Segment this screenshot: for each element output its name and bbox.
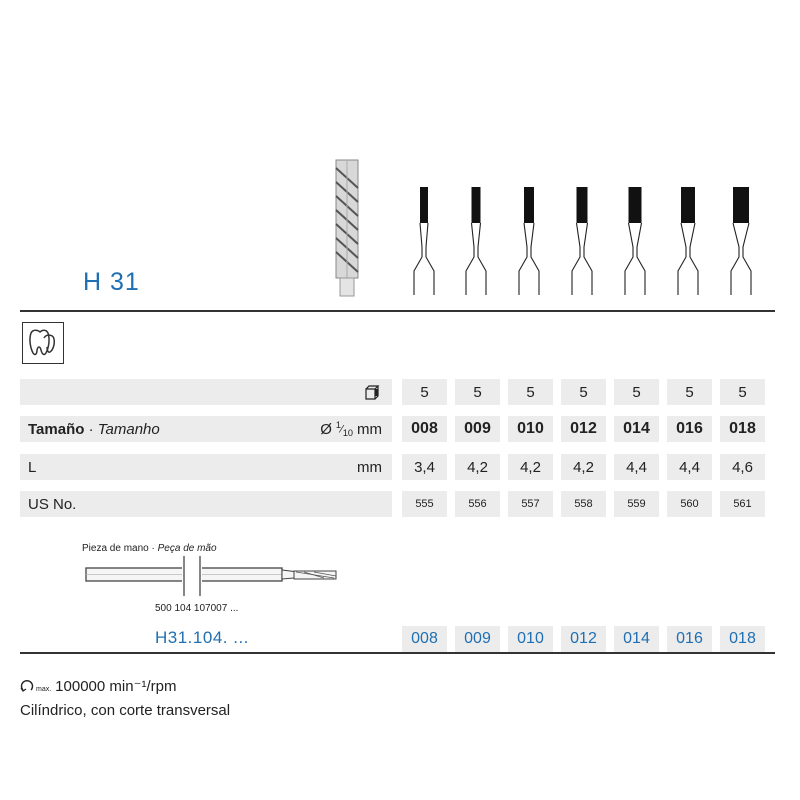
order-size-code[interactable]: 009 — [455, 626, 500, 652]
handpiece-label — [82, 543, 217, 554]
table-cell-us: 560 — [667, 491, 712, 517]
package-icon — [364, 384, 382, 400]
table-cell-us: 556 — [455, 491, 500, 517]
table-cell-us: 559 — [614, 491, 659, 517]
unit-fraction-den: 10 — [342, 427, 353, 438]
order-size-code[interactable]: 008 — [402, 626, 447, 652]
table-cell-us: 555 — [402, 491, 447, 517]
diameter-symbol: Ø — [320, 420, 332, 438]
size-label-separator: · — [88, 420, 94, 438]
footer-divider — [20, 652, 775, 654]
bur-silhouette — [461, 185, 491, 297]
table-cell-pack: 5 — [561, 379, 606, 405]
bur-silhouette — [673, 185, 703, 297]
table-row-label-pack — [20, 379, 392, 405]
table-cell-us: 561 — [720, 491, 765, 517]
table-cell-pack: 5 — [455, 379, 500, 405]
speed-max-subscript: max. — [36, 685, 52, 693]
table-cell-pack: 5 — [508, 379, 553, 405]
bur-silhouette — [514, 185, 544, 297]
table-cell-length: 4,6 — [720, 454, 765, 480]
size-label-es: Tamaño — [28, 420, 85, 438]
order-size-code[interactable]: 010 — [508, 626, 553, 652]
bur-illustration — [322, 158, 372, 298]
unit-fraction-num: 1 — [335, 420, 341, 431]
row-label-text: L — [28, 458, 37, 476]
table-cell-length: 4,4 — [614, 454, 659, 480]
order-size-code[interactable]: 014 — [614, 626, 659, 652]
handpiece-article-number: 500 104 107007 ... — [155, 603, 239, 614]
handpiece-label-es: Pieza de mano — [82, 543, 149, 554]
table-cell-length: 3,4 — [402, 454, 447, 480]
order-size-code[interactable]: 018 — [720, 626, 765, 652]
table-row-label-size: Tamaño · Tamanho Ø $^1⁄_{10}$ mm — [20, 416, 392, 442]
table-cell-size: 016 — [667, 416, 712, 442]
table-cell-pack: 5 — [667, 379, 712, 405]
table-cell-pack: 5 — [614, 379, 659, 405]
row-unit: mm — [357, 458, 382, 476]
handpiece-shank-illustration — [84, 556, 346, 596]
handpiece-label-pt: Peça de mão — [157, 543, 217, 554]
order-size-code[interactable]: 012 — [561, 626, 606, 652]
bur-silhouette — [409, 185, 439, 297]
table-cell-length: 4,4 — [667, 454, 712, 480]
table-cell-us: 557 — [508, 491, 553, 517]
handpiece-label-separator: · — [151, 543, 155, 554]
product-code: H 31 — [83, 268, 140, 296]
row-label-text: US No. — [28, 495, 77, 513]
bur-silhouette — [620, 185, 650, 297]
table-cell-length: 4,2 — [508, 454, 553, 480]
tooth-icon — [22, 322, 64, 364]
shape-description: Cilíndrico, con corte transversal — [20, 702, 231, 719]
table-cell-length: 4,2 — [455, 454, 500, 480]
table-cell-us: 558 — [561, 491, 606, 517]
table-cell-size: 010 — [508, 416, 553, 442]
table-cell-size: 014 — [614, 416, 659, 442]
speed-value: 100000 min⁻¹/rpm — [55, 678, 177, 695]
size-unit: mm — [357, 420, 382, 438]
order-code: H31.104. ... — [155, 628, 249, 647]
table-cell-length: 4,2 — [561, 454, 606, 480]
table-row-label-length — [20, 454, 392, 480]
order-size-code[interactable]: 016 — [667, 626, 712, 652]
rotation-speed-icon — [20, 679, 36, 693]
max-speed — [20, 677, 176, 695]
header-divider — [20, 310, 775, 312]
table-cell-pack: 5 — [720, 379, 765, 405]
size-label-pt: Tamanho — [97, 420, 160, 438]
table-cell-size: 018 — [720, 416, 765, 442]
bur-silhouette — [726, 185, 756, 297]
bur-silhouette — [567, 185, 597, 297]
table-cell-size: 009 — [455, 416, 500, 442]
table-cell-size: 008 — [402, 416, 447, 442]
table-cell-size: 012 — [561, 416, 606, 442]
table-cell-pack: 5 — [402, 379, 447, 405]
table-row-label-us — [20, 491, 392, 517]
